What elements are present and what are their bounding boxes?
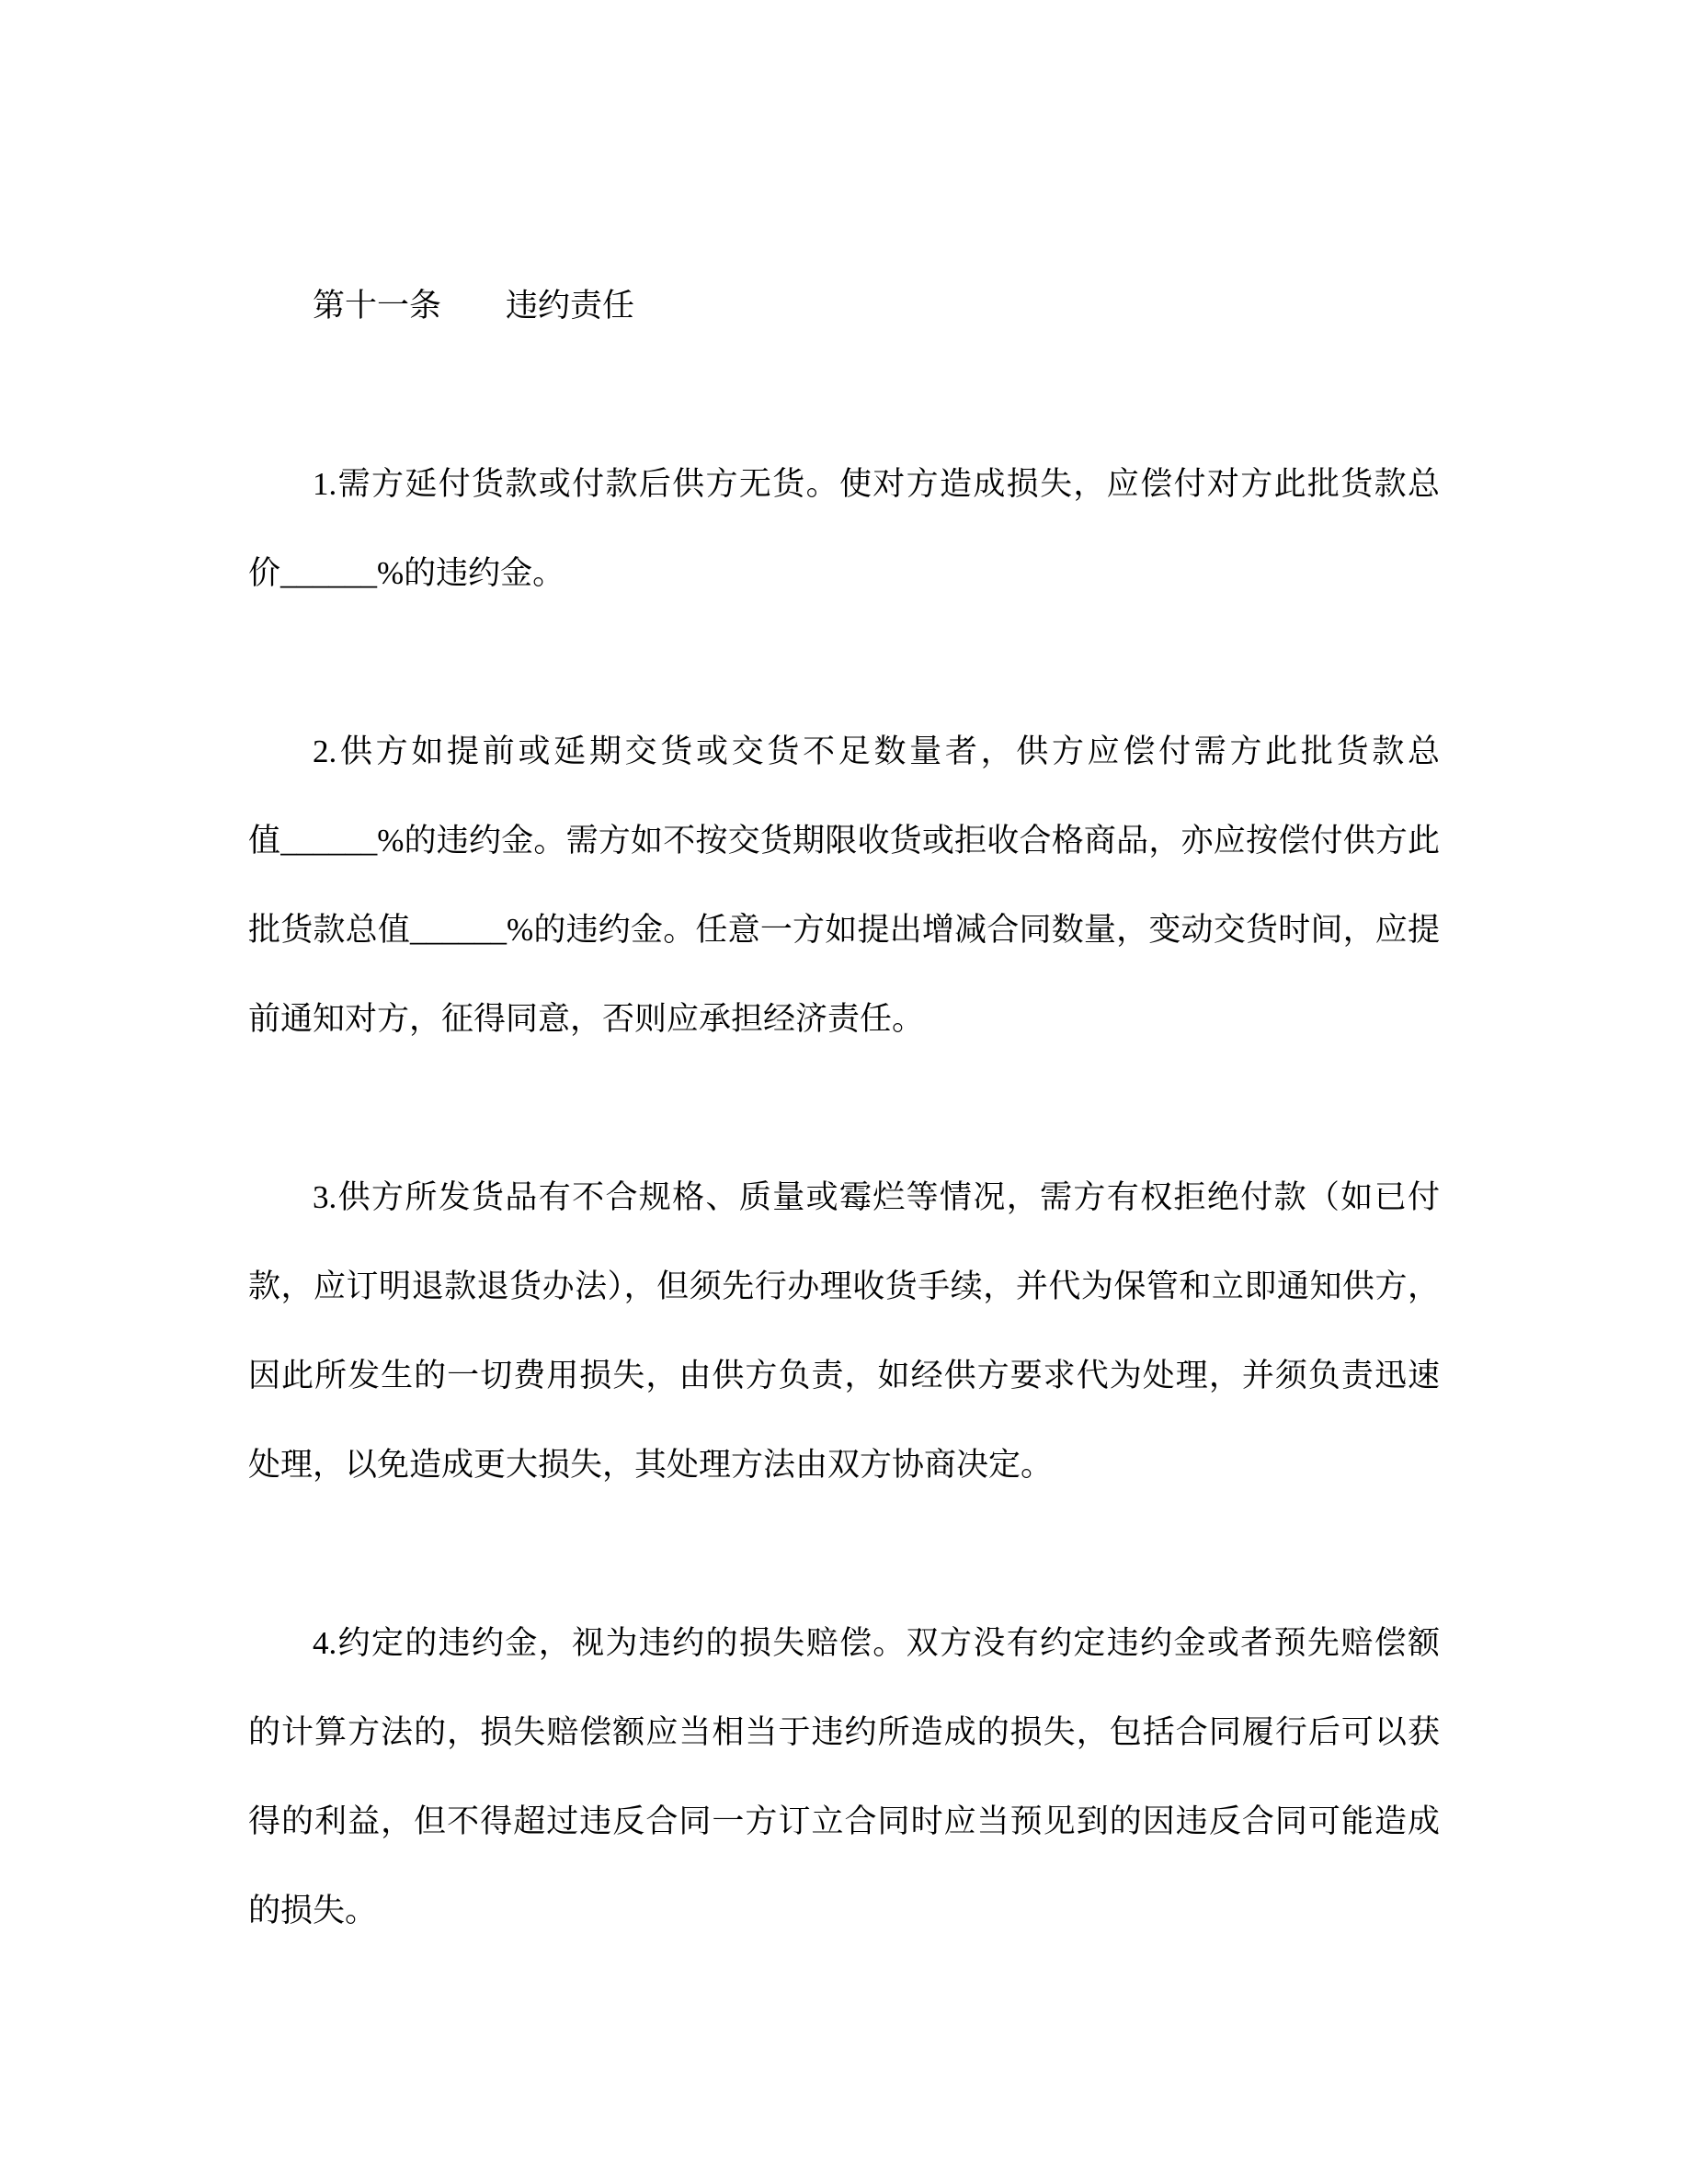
- clause-4-line-4: 的损失。: [248, 1893, 378, 1928]
- clause-3-line-4: 处理，以免造成更大损失，其处理方法由双方协商决定。: [248, 1447, 1054, 1483]
- clause-paragraph-3: [248, 1153, 1440, 1509]
- clause-paragraph-4: [248, 1598, 1440, 1955]
- clause-2-line-2: 值______%的违约金。需方如不按交货期限收货或拒收合格商品，亦应按偿付供方此: [248, 823, 1440, 859]
- clause-2-line-3: 批货款总值______%的违约金。任意一方如提出增减合同数量，变动交货时间，应提: [248, 912, 1440, 948]
- clause-3-line-2: 款，应订明退款退货办法），但须先行办理收货手续，并代为保管和立即通知供方，: [248, 1268, 1440, 1304]
- clause-4-line-2: 的计算方法的，损失赔偿额应当相当于违约所造成的损失，包括合同履行后可以获: [248, 1714, 1440, 1750]
- clause-4-line-1: 4.约定的违约金，视为违约的损失赔偿。双方没有约定违约金或者预先赔偿额: [313, 1625, 1440, 1661]
- clause-4-line-3: 得的利益，但不得超过违反合同一方订立合同时应当预见到的因违反合同可能造成: [248, 1803, 1440, 1839]
- clause-2-line-1: 2.供方如提前或延期交货或交货不足数量者，供方应偿付需方此批货款总: [313, 734, 1440, 769]
- clause-1-line-2: 价______%的违约金。: [248, 555, 565, 591]
- clause-1-line-1: 1.需方延付货款或付款后供方无货。使对方造成损失，应偿付对方此批货款总: [313, 466, 1440, 502]
- clause-paragraph-2: [248, 707, 1440, 1064]
- article-heading: 第十一条 违约责任: [313, 288, 635, 324]
- clause-3-line-1: 3.供方所发货品有不合规格、质量或霉烂等情况，需方有权拒绝付款（如已付: [313, 1179, 1440, 1215]
- clause-2-line-4: 前通知对方，征得同意，否则应承担经济责任。: [248, 1001, 925, 1037]
- clause-paragraph-1: [248, 439, 1440, 618]
- clause-3-line-3: 因此所发生的一切费用损失，由供方负责，如经供方要求代为处理，并须负责迅速: [248, 1358, 1440, 1393]
